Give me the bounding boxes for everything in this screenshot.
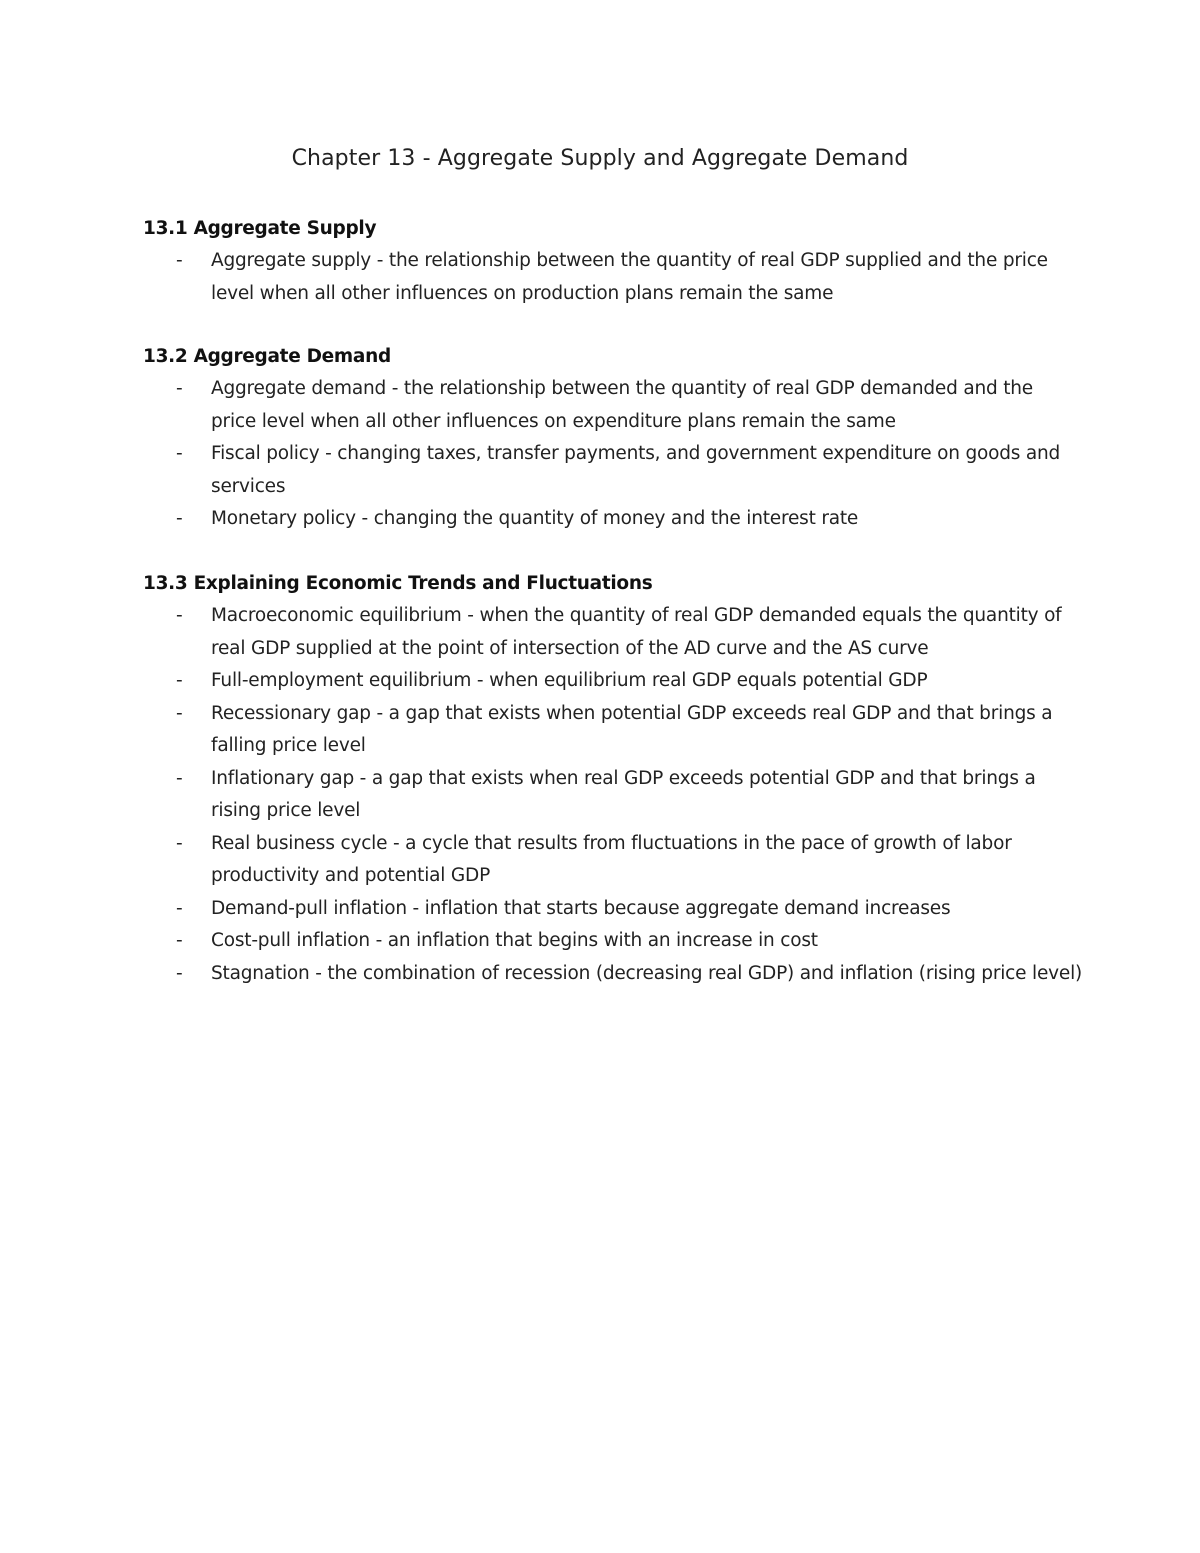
bullet-dash: -	[176, 832, 183, 854]
bullet-dash: -	[176, 443, 183, 464]
list-item-text: Full-employment equilibrium - when equilibrium real GDP equals potential GDP	[211, 670, 928, 691]
list-item-text: Fiscal policy - changing taxes, transfer payments, and government expenditure on goods and services	[211, 443, 1061, 497]
list-item-text: Demand-pull inflation - inflation that starts because aggregate demand increases	[211, 897, 951, 919]
bullet-dash: -	[176, 702, 183, 724]
section-aggregate-supply	[143, 213, 1083, 310]
section-heading: 13.3 Explaining Economic Trends and Fluctuations	[143, 573, 653, 594]
section-heading: 13.2 Aggregate Demand	[143, 346, 391, 367]
bullet-dash: -	[176, 962, 183, 984]
list-item	[143, 698, 1083, 763]
list-item-text: Aggregate supply - the relationship between the quantity of real GDP supplied and the price level when all other influences on production plans remain the same	[211, 250, 1048, 304]
section-economic-trends	[143, 568, 1083, 990]
list-item	[143, 438, 1083, 503]
list-item	[143, 925, 1083, 958]
list-item	[143, 958, 1083, 991]
bullet-dash: -	[176, 508, 183, 529]
list-item-text: Cost-pull inflation - an inflation that begins with an increase in cost	[211, 930, 818, 951]
list-item	[143, 245, 1083, 310]
section-heading: 13.1 Aggregate Supply	[143, 218, 377, 239]
list-item	[143, 893, 1083, 926]
list-item	[143, 600, 1083, 665]
bullet-dash: -	[176, 670, 183, 691]
definition-list	[143, 373, 1083, 536]
bullet-dash: -	[176, 378, 183, 399]
list-item-text: Stagnation - the combination of recession (decreasing real GDP) and inflation (rising price level)	[211, 962, 1083, 984]
bullet-dash: -	[176, 605, 183, 626]
list-item-text: Aggregate demand - the relationship between the quantity of real GDP demanded and the price level when all other influences on expenditure plans remain the same	[211, 378, 1033, 432]
bullet-dash: -	[176, 250, 183, 271]
list-item	[143, 503, 1083, 536]
list-item-text: Recessionary gap - a gap that exists when potential GDP exceeds real GDP and that brings a falling price level	[211, 702, 1053, 756]
section-aggregate-demand	[143, 341, 1083, 536]
bullet-dash: -	[176, 930, 183, 951]
definition-list	[143, 600, 1083, 990]
list-item	[143, 665, 1083, 698]
list-item	[143, 373, 1083, 438]
list-item-text: Monetary policy - changing the quantity of money and the interest rate	[211, 508, 859, 529]
bullet-dash: -	[176, 767, 183, 789]
chapter-title: Chapter 13 - Aggregate Supply and Aggregate Demand	[291, 146, 909, 171]
list-item-text: Inflationary gap - a gap that exists when real GDP exceeds potential GDP and that brings a rising price level	[211, 767, 1036, 821]
list-item	[143, 828, 1083, 893]
bullet-dash: -	[176, 897, 183, 919]
list-item-text: Real business cycle - a cycle that results from fluctuations in the pace of growth of labor productivity and potential GDP	[211, 832, 1012, 886]
list-item-text: Macroeconomic equilibrium - when the quantity of real GDP demanded equals the quantity of real GDP supplied at the point of intersection of the AD curve and the AS curve	[211, 605, 1062, 659]
definition-list	[143, 245, 1083, 310]
list-item	[143, 763, 1083, 828]
